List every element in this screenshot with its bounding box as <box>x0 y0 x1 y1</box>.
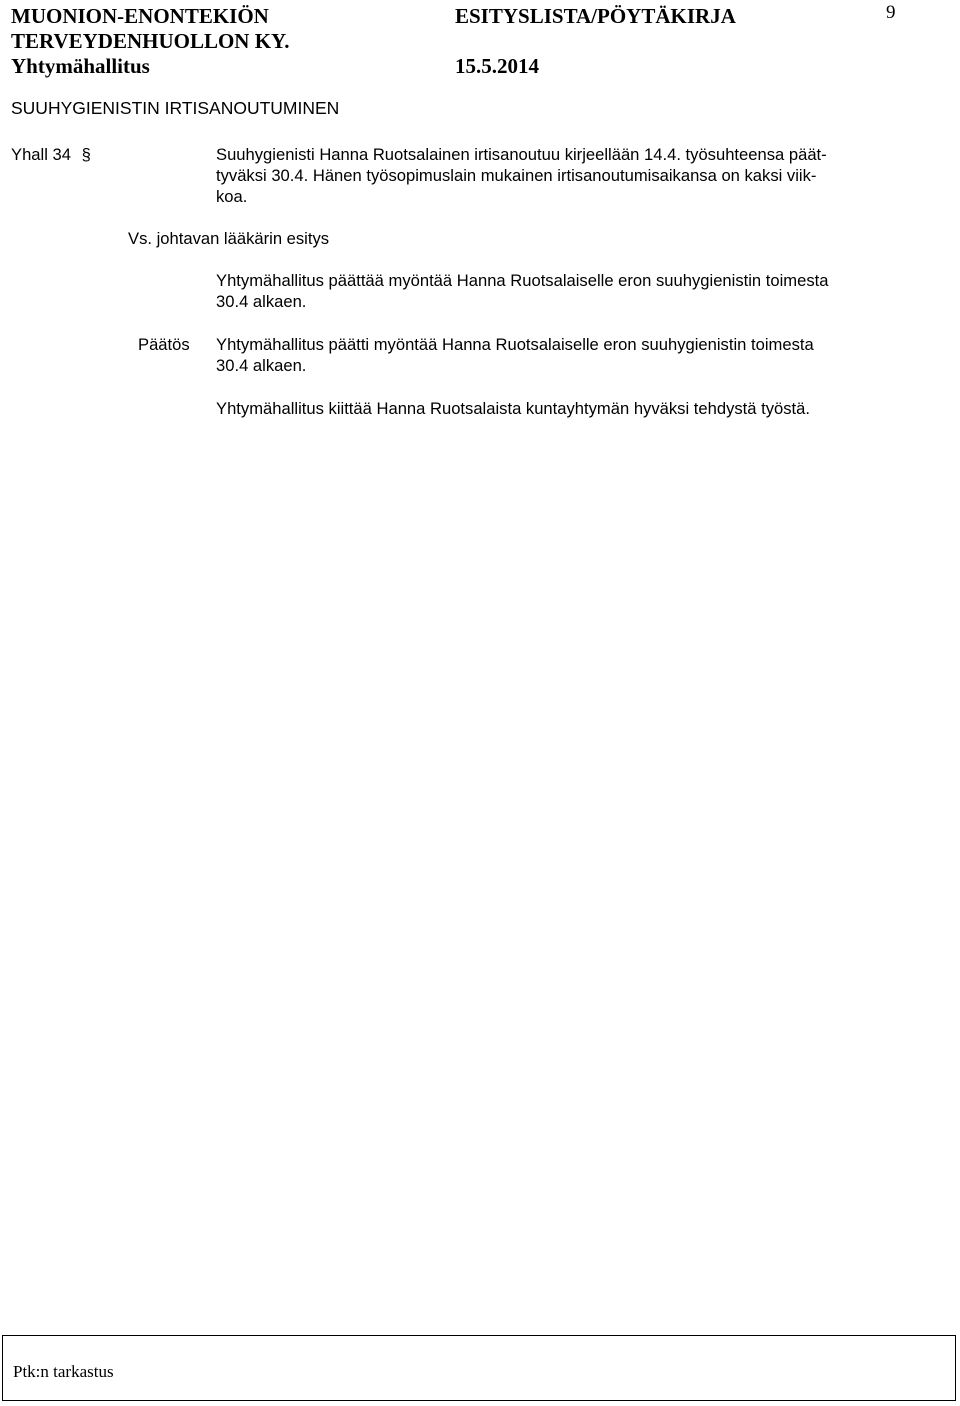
section-symbol: § <box>81 145 91 164</box>
footer-review-label: Ptk:n tarkastus <box>13 1362 114 1381</box>
item-title: SUUHYGIENISTIN IRTISANOUTUMINEN <box>11 98 340 118</box>
section-ref <box>11 144 91 165</box>
description-line: Suuhygienisti Hanna Ruotsalainen irtisanoutuu kirjeellään 14.4. työsuhteensa päät- <box>216 145 827 164</box>
section-number: Yhall 34 <box>11 145 71 164</box>
proposal-text <box>216 270 916 312</box>
item-description <box>216 144 916 207</box>
footer-review-box <box>2 1335 956 1401</box>
decision-line: 30.4 alkaen. <box>216 356 307 375</box>
org-name-line1: MUONION-ENONTEKIÖN <box>11 4 269 28</box>
decision-label: Päätös <box>138 335 190 354</box>
page-number: 9 <box>886 2 896 23</box>
doc-type: ESITYSLISTA/PÖYTÄKIRJA <box>455 4 736 28</box>
description-line: tyväksi 30.4. Hänen työsopimuslain mukainen irtisanoutumisaikansa on kaksi viik- <box>216 166 817 185</box>
org-name-line2: TERVEYDENHUOLLON KY. <box>11 29 290 53</box>
body-name: Yhtymähallitus <box>11 54 150 78</box>
proposal-line: 30.4 alkaen. <box>216 292 307 311</box>
decision-line: Yhtymähallitus päätti myöntää Hanna Ruotsalaiselle eron suuhygienistin toimesta <box>216 335 814 354</box>
thanks-line: Yhtymähallitus kiittää Hanna Ruotsalaista kuntayhtymän hyväksi tehdystä työstä. <box>216 399 810 418</box>
description-line: koa. <box>216 187 248 206</box>
decision-text <box>216 334 916 376</box>
proposal-line: Yhtymähallitus päättää myöntää Hanna Ruotsalaiselle eron suuhygienistin toimesta <box>216 271 829 290</box>
proposal-label: Vs. johtavan lääkärin esitys <box>128 229 330 248</box>
meeting-date: 15.5.2014 <box>455 54 539 78</box>
thanks-text <box>216 398 916 419</box>
